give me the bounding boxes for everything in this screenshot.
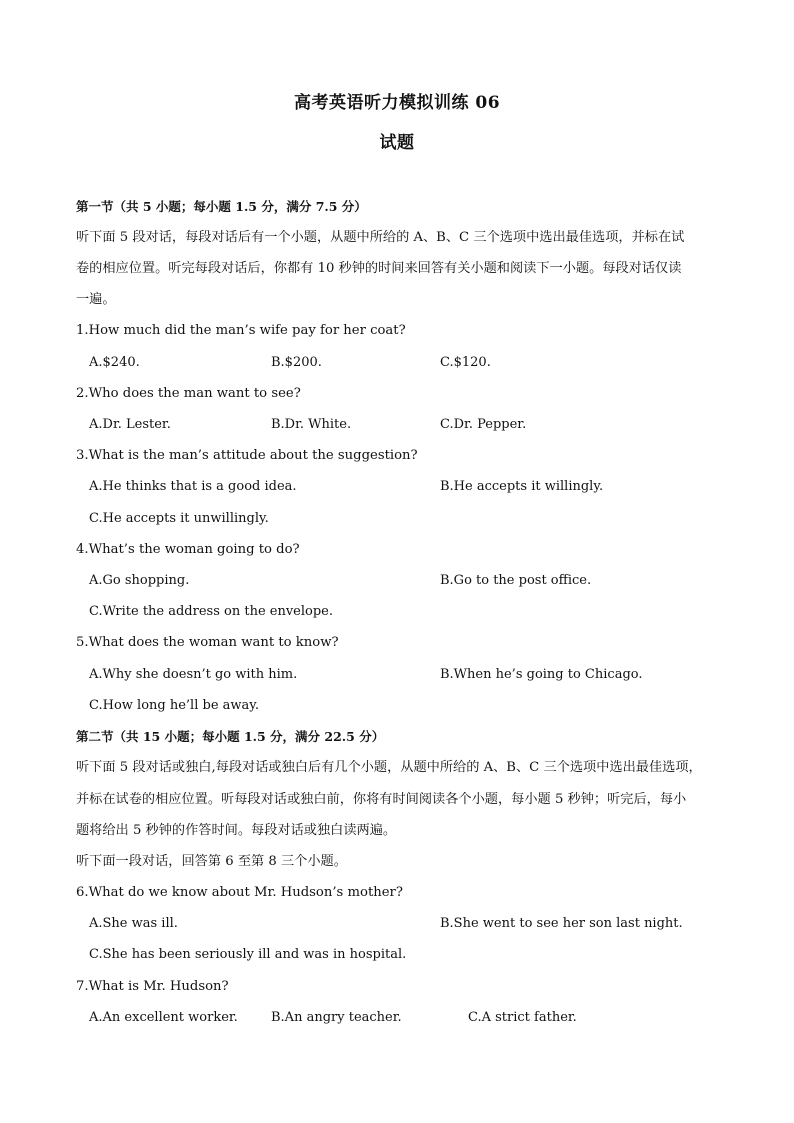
section1-heading: 第一节（共 5 小题；每小题 1.5 分，满分 7.5 分）	[76, 199, 367, 214]
option-b: B.Dr. White.	[271, 417, 352, 432]
option-c: C.Write the address on the envelope.	[89, 604, 334, 619]
option-a: A.Why she doesn’t go with him.	[89, 667, 298, 682]
option-a: A.She was ill.	[89, 916, 178, 931]
option-a: A.Dr. Lester.	[89, 417, 171, 432]
option-c: C.$120.	[440, 355, 491, 370]
question-text: 5.What does the woman want to know?	[76, 635, 339, 650]
question-text: 1.How much did the man’s wife pay for her coat?	[76, 323, 406, 338]
option-a: A.He thinks that is a good idea.	[89, 479, 297, 494]
option-c: C.He accepts it unwillingly.	[89, 511, 269, 526]
question-text: 4.What’s the woman going to do?	[76, 542, 300, 557]
option-b: B.$200.	[271, 355, 322, 370]
option-b: B.An angry teacher.	[271, 1010, 402, 1025]
section1-instruction-line: 听下面 5 段对话，每段对话后有一个小题，从题中所给的 A、B、C 三个选项中选出最佳选项，并标在试	[76, 230, 685, 245]
option-c: C.She has been seriously ill and was in hospital.	[89, 947, 407, 962]
option-b: B.Go to the post office.	[440, 573, 592, 588]
option-a: A.$240.	[89, 355, 140, 370]
question-text: 6.What do we know about Mr. Hudson’s mother?	[76, 885, 403, 900]
section2-instruction-line: 并标在试卷的相应位置。听每段对话或独白前，你将有时间阅读各个小题，每小题 5 秒钟；听完后，每小	[76, 792, 687, 807]
page-subtitle: 试题	[379, 133, 415, 153]
option-b: B.She went to see her son last night.	[440, 916, 683, 931]
option-b: B.He accepts it willingly.	[440, 479, 604, 494]
section1-instruction-line: 一遍。	[76, 292, 116, 307]
question-text: 2.Who does the man want to see?	[76, 386, 301, 401]
question-text: 7.What is Mr. Hudson?	[76, 979, 229, 994]
option-c: C.A strict father.	[468, 1010, 577, 1025]
dialogue-intro: 听下面一段对话，回答第 6 至第 8 三个小题。	[76, 854, 347, 869]
question-text: 3.What is the man’s attitude about the suggestion?	[76, 448, 418, 463]
option-a: A.An excellent worker.	[89, 1010, 238, 1025]
section2-instruction-line: 题将给出 5 秒钟的作答时间。每段对话或独白读两遍。	[76, 823, 397, 838]
option-c: C.Dr. Pepper.	[440, 417, 527, 432]
option-b: B.When he’s going to Chicago.	[440, 667, 643, 682]
option-a: A.Go shopping.	[89, 573, 190, 588]
section2-instruction-line: 听下面 5 段对话或独白,每段对话或独白后有几个小题，从题中所给的 A、B、C 三个选项中选出最佳选项，	[76, 760, 702, 775]
option-c: C.How long he’ll be away.	[89, 698, 260, 713]
section2-heading: 第二节（共 15 小题；每小题 1.5 分，满分 22.5 分）	[76, 729, 385, 744]
section1-instruction-line: 卷的相应位置。听完每段对话后，你都有 10 秒钟的时间来回答有关小题和阅读下一小题。每段对话仅读	[76, 261, 682, 276]
page-title: 高考英语听力模拟训练 06	[293, 93, 501, 113]
